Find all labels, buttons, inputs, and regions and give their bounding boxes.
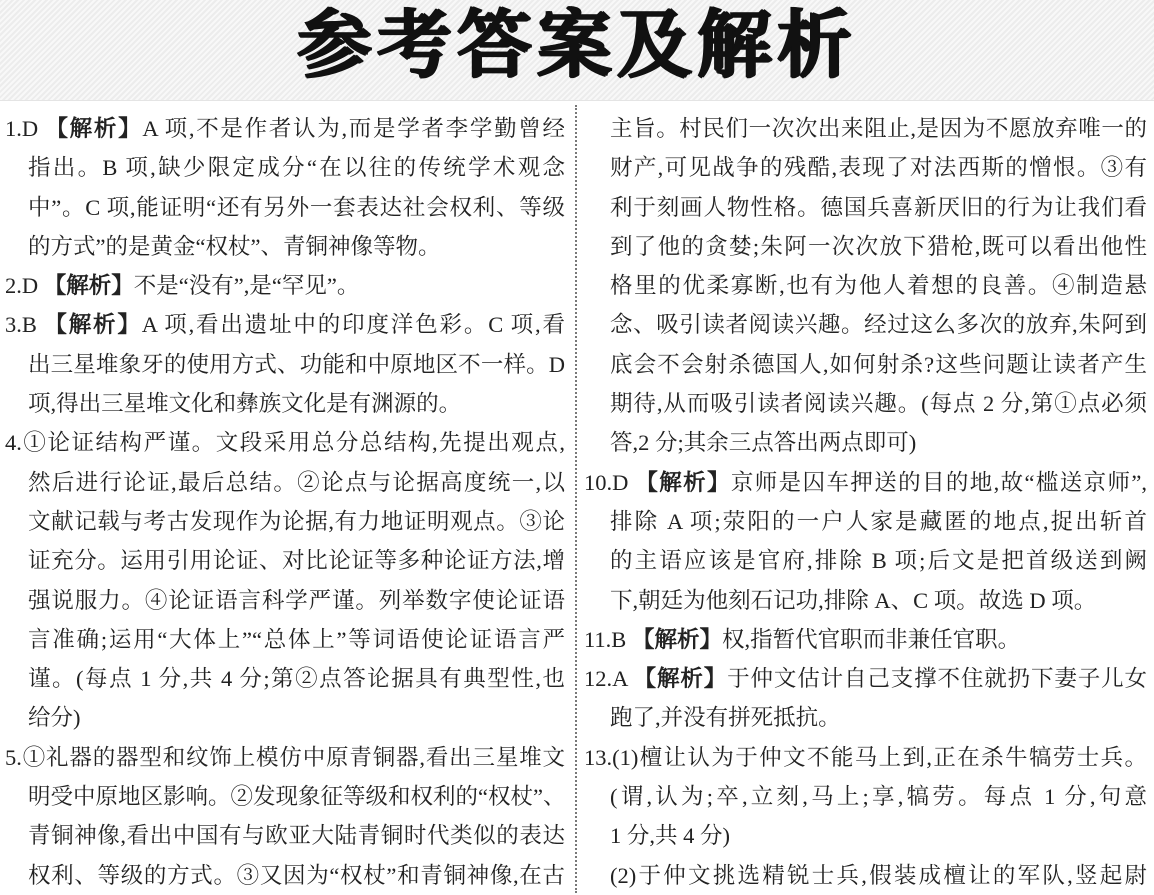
answer-line xyxy=(0,816,565,855)
analysis-tag: 【解析】 xyxy=(44,312,142,339)
question-number: 3.B xyxy=(5,312,45,338)
answer-line xyxy=(0,856,565,895)
line-text: A 项,看出遗址中的印度洋色彩。C 项,看 xyxy=(141,312,565,338)
line-text: 利于刻画人物性格。德国兵喜新厌旧的行为让我们看 xyxy=(610,194,1147,220)
answer-line xyxy=(0,109,565,148)
line-text: 谨。(每点 1 分,共 4 分;第②点答论据具有典型性,也 xyxy=(28,666,565,692)
answer-line xyxy=(0,738,565,777)
line-text: 权利、等级的方式。③又因为“权杖”和青铜神像,在古 xyxy=(28,862,565,888)
line-text: 京师是囚车押送的目的地,故“槛送京师”, xyxy=(730,469,1147,495)
analysis-tag: 【解析】 xyxy=(631,626,722,653)
answer-item xyxy=(580,659,1154,738)
answer-item xyxy=(580,620,1154,659)
answer-line xyxy=(580,620,1147,659)
answer-line xyxy=(0,463,565,502)
answer-item xyxy=(580,738,1154,856)
line-text: 青铜神像,看出中国有与欧亚大陆青铜时代类似的表达 xyxy=(28,823,565,849)
analysis-tag: 【解析】 xyxy=(633,666,728,693)
answer-item xyxy=(580,463,1154,620)
line-text: 跑了,并没有拼死抵抗。 xyxy=(610,705,841,731)
line-text: (2)于仲文挑选精锐士兵,假装成檀让的军队,竖起尉 xyxy=(610,862,1147,888)
line-text: A 项,不是作者认为,而是学者李学勤曾经 xyxy=(142,116,565,141)
answer-line xyxy=(0,227,565,266)
line-text: 1 分,共 4 分) xyxy=(610,823,730,849)
line-text: 证充分。运用引用论证、对比论证等多种论证方法,增 xyxy=(28,548,565,574)
line-text: 的方式”的是黄金“权杖”、青铜神像等物。 xyxy=(28,233,441,259)
answer-item xyxy=(0,423,572,737)
answer-line xyxy=(580,384,1147,423)
answer-item xyxy=(0,266,572,305)
question-number: 1.D xyxy=(5,116,46,141)
analysis-tag: 【解析】 xyxy=(635,469,731,496)
answer-line xyxy=(0,620,565,659)
line-text: 权,指暂代官职而非兼任官职。 xyxy=(721,626,1021,652)
line-text: ①礼器的器型和纹饰上模仿中原青铜器,看出三星堆文 xyxy=(21,744,565,770)
line-text: 底会不会射杀德国人,如何射杀?这些问题让读者产生 xyxy=(610,351,1147,377)
line-text: 排除 A 项;荥阳的一户人家是藏匿的地点,捉出斩首 xyxy=(610,508,1147,534)
answer-line xyxy=(580,109,1147,148)
line-text: 然后进行论证,最后总结。②论点与论据高度统一,以 xyxy=(28,469,565,495)
left-column xyxy=(0,109,572,895)
line-text: 明受中原地区影响。②发现象征等级和权利的“权杖”、 xyxy=(28,784,565,810)
line-text: 念、吸引读者阅读兴趣。经过这么多次的放弃,朱阿到 xyxy=(610,312,1147,338)
line-text: 项,得出三星堆文化和彝族文化是有渊源的。 xyxy=(28,391,462,417)
analysis-tag: 【解析】 xyxy=(45,116,143,142)
line-text: 言准确;运用“大体上”“总体上”等词语使论证语言严 xyxy=(28,626,565,652)
answer-line xyxy=(580,463,1147,502)
line-text: 格里的优柔寡断,也有为他人着想的良善。④制造悬 xyxy=(610,273,1147,299)
answer-line xyxy=(0,305,565,344)
answer-item xyxy=(580,109,1154,463)
answer-line xyxy=(580,423,1147,462)
answer-item xyxy=(0,738,572,895)
answer-line xyxy=(580,345,1147,384)
answer-line xyxy=(580,188,1147,227)
header-banner xyxy=(0,0,1154,101)
answer-line xyxy=(580,698,1147,737)
line-text: 财产,可见战争的残酷,表现了对法西斯的憎恨。③有 xyxy=(610,155,1147,181)
line-text: (谓,认为;卒,立刻,马上;享,犒劳。每点 1 分,句意 xyxy=(610,784,1147,810)
line-text: 期待,从而吸引读者阅读兴趣。(每点 2 分,第①点必须 xyxy=(610,391,1147,417)
answer-line xyxy=(0,148,565,187)
answer-line xyxy=(0,581,565,620)
page-title: 参考答案及解析 xyxy=(297,2,857,88)
answer-item xyxy=(0,305,572,423)
question-number: 2.D xyxy=(5,273,44,299)
line-text: ①论证结构严谨。文段采用总分总结构,先提出观点, xyxy=(21,430,565,456)
line-text: 强说服力。④论证语言科学严谨。列举数字使论证语 xyxy=(28,587,565,613)
line-text: 下,朝廷为他刻石记功,排除 A、C 项。故选 D 项。 xyxy=(610,587,1097,613)
answer-line xyxy=(0,384,565,423)
answer-line xyxy=(0,659,565,698)
question-number: 12.A xyxy=(584,666,634,692)
line-text: (1)檀让认为于仲文不能马上到,正在杀牛犒劳士兵。 xyxy=(612,744,1147,770)
line-text: 到了他的贪婪;朱阿一次次放下猎枪,既可以看出他性 xyxy=(610,233,1147,259)
question-number: 13. xyxy=(584,744,613,770)
answer-line xyxy=(0,541,565,580)
answer-line xyxy=(580,541,1147,580)
column-divider xyxy=(575,105,577,893)
answer-line xyxy=(0,188,565,227)
answer-line xyxy=(580,266,1147,305)
answer-line xyxy=(0,502,565,541)
line-text: 答,2 分;其余三点答出两点即可) xyxy=(610,430,917,456)
answer-line xyxy=(580,738,1147,777)
question-number: 4. xyxy=(5,430,22,456)
answer-line xyxy=(580,502,1147,541)
answer-line xyxy=(580,305,1147,344)
line-text: 出三星堆象牙的使用方式、功能和中原地区不一样。D xyxy=(28,351,565,377)
question-number: 10.D xyxy=(584,469,636,495)
answer-item xyxy=(580,856,1154,895)
answer-line xyxy=(0,698,565,737)
answer-line xyxy=(580,227,1147,266)
line-text: 主旨。村民们一次次出来阻止,是因为不愿放弃唯一的 xyxy=(610,116,1147,141)
right-column xyxy=(580,109,1154,895)
line-text: 中”。C 项,能证明“还有另外一套表达社会权利、等级 xyxy=(28,194,565,220)
question-number: 5. xyxy=(5,744,22,770)
answer-line xyxy=(580,581,1147,620)
answer-line xyxy=(580,777,1147,816)
answer-line xyxy=(0,266,565,305)
line-text: 的主语应该是官府,排除 B 项;后文是把首级送到阙 xyxy=(610,548,1147,574)
line-text: 文献记载与考古发现作为论据,有力地证明观点。③论 xyxy=(28,508,565,534)
answer-line xyxy=(0,777,565,816)
line-text: 于仲文估计自己支撑不住就扔下妻子儿女 xyxy=(727,666,1147,692)
answer-line xyxy=(580,148,1147,187)
answer-line xyxy=(580,856,1147,895)
line-text: 指出。B 项,缺少限定成分“在以往的传统学术观念 xyxy=(28,155,565,181)
analysis-tag: 【解析】 xyxy=(43,273,134,300)
answer-line xyxy=(580,659,1147,698)
line-text: 给分) xyxy=(28,705,81,731)
line-text: 不是“没有”,是“罕见”。 xyxy=(133,273,360,299)
answer-line xyxy=(0,345,565,384)
question-number: 11.B xyxy=(584,626,632,652)
answer-line xyxy=(0,423,565,462)
answer-item xyxy=(0,109,572,266)
answer-line xyxy=(580,816,1147,855)
